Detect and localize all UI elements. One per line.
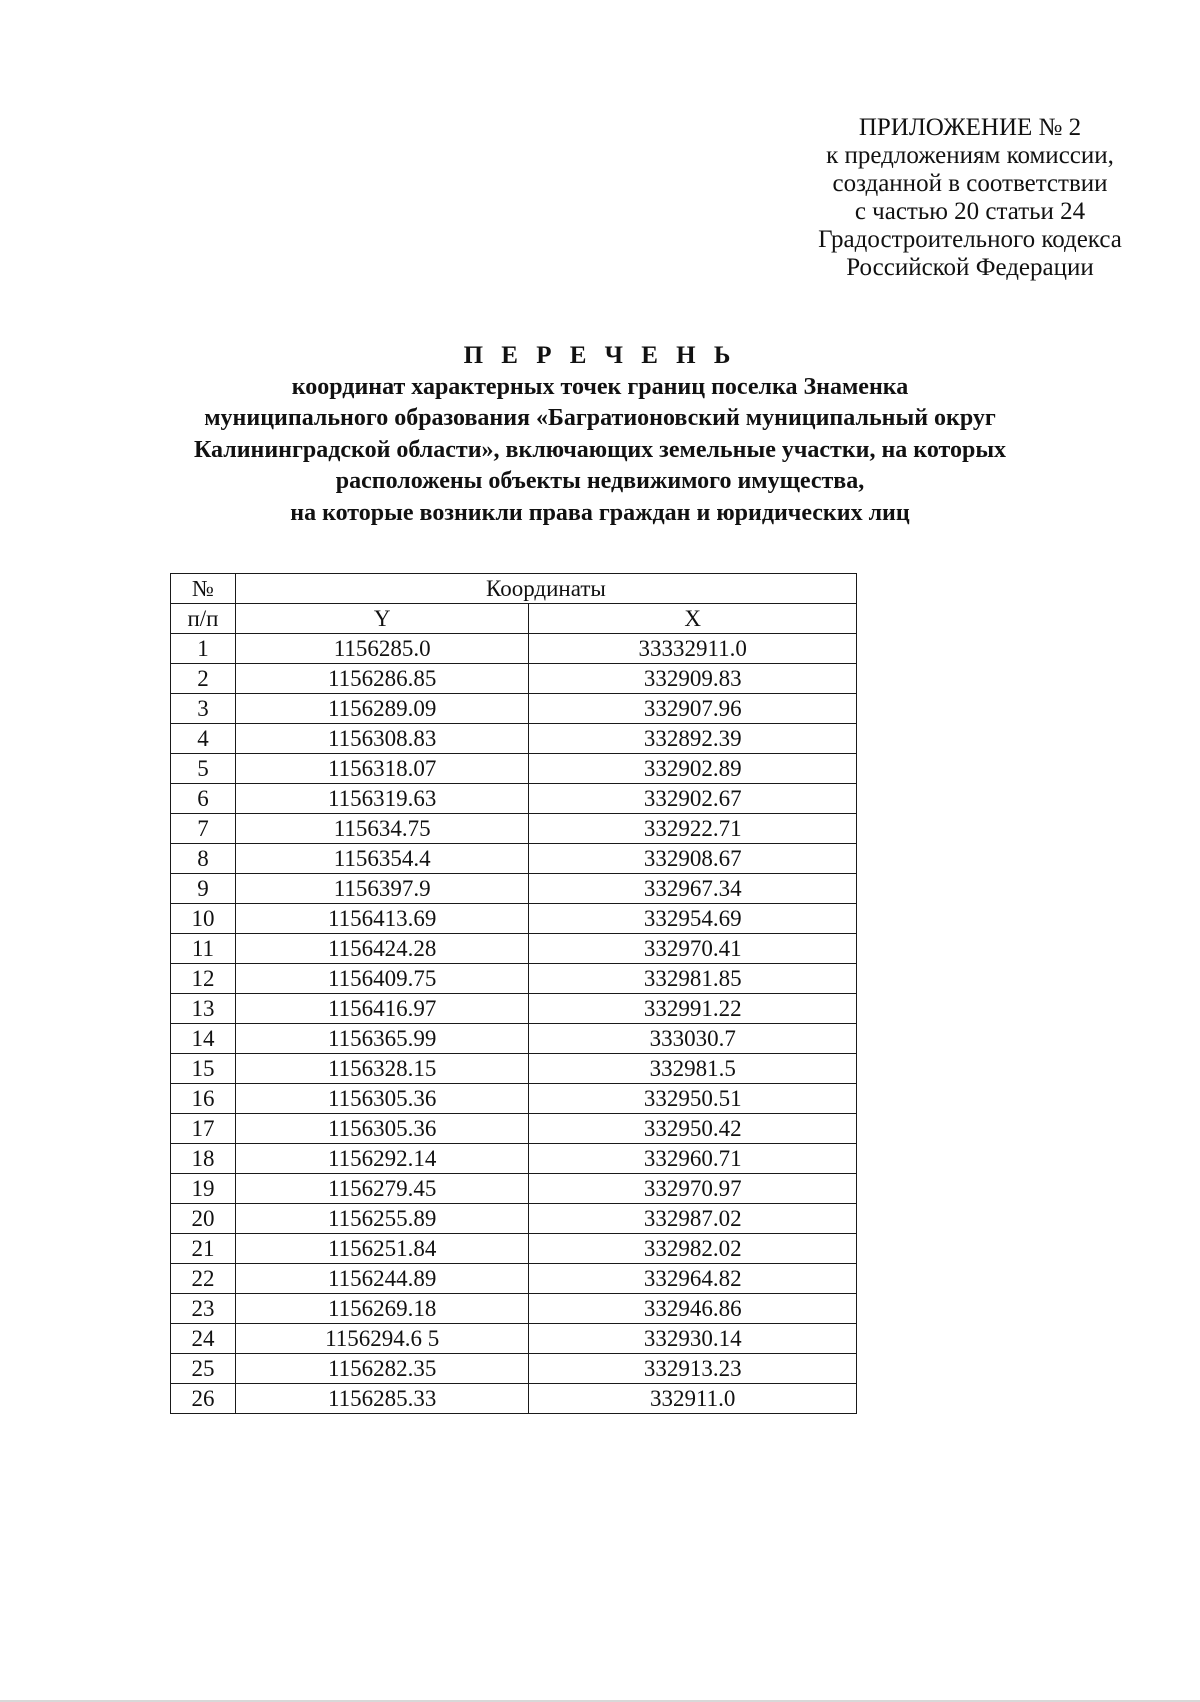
cell-number: 16 [171, 1084, 236, 1114]
cell-x: 332991.22 [529, 994, 857, 1024]
header-x: X [529, 604, 857, 634]
table-row [171, 1084, 857, 1114]
table-row [171, 904, 857, 934]
cell-number: 24 [171, 1324, 236, 1354]
table-row [171, 1234, 857, 1264]
cell-x: 332913.23 [529, 1354, 857, 1384]
cell-number: 15 [171, 1054, 236, 1084]
cell-x: 332922.71 [529, 814, 857, 844]
cell-y: 1156282.35 [235, 1354, 529, 1384]
cell-y: 1156318.07 [235, 754, 529, 784]
table-header-row [171, 574, 857, 604]
cell-number: 17 [171, 1114, 236, 1144]
appendix-line: Российской Федерации [846, 254, 1094, 281]
cell-y: 1156244.89 [235, 1264, 529, 1294]
table-row [171, 964, 857, 994]
heading-line: на которые возникли права граждан и юридических лиц [290, 499, 910, 526]
cell-number: 25 [171, 1354, 236, 1384]
cell-x: 333030.7 [529, 1024, 857, 1054]
cell-x: 332981.85 [529, 964, 857, 994]
cell-y: 1156308.83 [235, 724, 529, 754]
table-row [171, 754, 857, 784]
header-number-bottom: п/п [171, 604, 236, 634]
cell-number: 19 [171, 1174, 236, 1204]
cell-y: 1156409.75 [235, 964, 529, 994]
table-row [171, 1024, 857, 1054]
table-row [171, 844, 857, 874]
cell-y: 1156289.09 [235, 694, 529, 724]
cell-x: 332967.34 [529, 874, 857, 904]
cell-x: 332908.67 [529, 844, 857, 874]
cell-number: 22 [171, 1264, 236, 1294]
cell-x: 332902.67 [529, 784, 857, 814]
appendix-line: к предложениям комиссии, [826, 142, 1114, 169]
cell-x: 332964.82 [529, 1264, 857, 1294]
cell-y: 1156305.36 [235, 1114, 529, 1144]
cell-x: 33332911.0 [529, 634, 857, 664]
table-row [171, 724, 857, 754]
cell-x: 332892.39 [529, 724, 857, 754]
cell-y: 1156286.85 [235, 664, 529, 694]
cell-number: 10 [171, 904, 236, 934]
table-header-row [171, 604, 857, 634]
cell-number: 13 [171, 994, 236, 1024]
cell-number: 8 [171, 844, 236, 874]
cell-number: 4 [171, 724, 236, 754]
cell-number: 18 [171, 1144, 236, 1174]
heading-line: расположены объекты недвижимого имущества, [335, 468, 865, 494]
table-row [171, 1294, 857, 1324]
table-row [171, 634, 857, 664]
cell-number: 5 [171, 754, 236, 784]
table-row [171, 664, 857, 694]
cell-number: 23 [171, 1294, 236, 1324]
cell-number: 12 [171, 964, 236, 994]
appendix-line: Градостроительного кодекса [818, 226, 1122, 253]
table-body [171, 634, 857, 1414]
cell-x: 332930.14 [529, 1324, 857, 1354]
cell-x: 332982.02 [529, 1234, 857, 1264]
cell-y: 1156416.97 [235, 994, 529, 1024]
cell-number: 2 [171, 664, 236, 694]
cell-y: 1156285.33 [235, 1384, 529, 1414]
table-row [171, 1204, 857, 1234]
cell-x: 332907.96 [529, 694, 857, 724]
cell-number: 26 [171, 1384, 236, 1414]
table-row [171, 814, 857, 844]
cell-number: 9 [171, 874, 236, 904]
table-row [171, 1264, 857, 1294]
appendix-line: созданной в соответствии [832, 170, 1108, 197]
cell-y: 1156269.18 [235, 1294, 529, 1324]
cell-y: 1156294.6 5 [235, 1324, 529, 1354]
cell-y: 1156319.63 [235, 784, 529, 814]
cell-number: 11 [171, 934, 236, 964]
cell-y: 1156328.15 [235, 1054, 529, 1084]
cell-number: 14 [171, 1024, 236, 1054]
cell-y: 1156285.0 [235, 634, 529, 664]
cell-y: 1156305.36 [235, 1084, 529, 1114]
cell-x: 332950.42 [529, 1114, 857, 1144]
appendix-line: ПРИЛОЖЕНИЕ № 2 [858, 114, 1082, 141]
coordinates-table [170, 573, 857, 1414]
appendix-line: с частью 20 статьи 24 [854, 198, 1086, 225]
table-row [171, 1384, 857, 1414]
cell-x: 332987.02 [529, 1204, 857, 1234]
cell-number: 1 [171, 634, 236, 664]
cell-y: 1156424.28 [235, 934, 529, 964]
header-y: Y [235, 604, 529, 634]
cell-x: 332950.51 [529, 1084, 857, 1114]
table-row [171, 1054, 857, 1084]
cell-x: 332909.83 [529, 664, 857, 694]
cell-y: 115634.75 [235, 814, 529, 844]
table-row [171, 784, 857, 814]
appendix-block [760, 114, 1180, 282]
table-row [171, 1354, 857, 1384]
heading-line: координат характерных точек границ поселка Знаменка [291, 373, 909, 400]
document-title: П Е Р Е Ч Е Н Ь [463, 342, 737, 369]
cell-y: 1156397.9 [235, 874, 529, 904]
table-row [171, 1324, 857, 1354]
header-number-top: № [171, 574, 236, 604]
cell-number: 3 [171, 694, 236, 724]
table-row [171, 1174, 857, 1204]
cell-y: 1156413.69 [235, 904, 529, 934]
cell-number: 20 [171, 1204, 236, 1234]
cell-y: 1156365.99 [235, 1024, 529, 1054]
cell-y: 1156292.14 [235, 1144, 529, 1174]
table-row [171, 694, 857, 724]
cell-x: 332946.86 [529, 1294, 857, 1324]
cell-number: 7 [171, 814, 236, 844]
cell-x: 332970.41 [529, 934, 857, 964]
heading-line: Калининградской области», включающих земельные участки, на которых [193, 436, 1007, 463]
cell-x: 332960.71 [529, 1144, 857, 1174]
cell-number: 6 [171, 784, 236, 814]
cell-y: 1156279.45 [235, 1174, 529, 1204]
cell-y: 1156354.4 [235, 844, 529, 874]
cell-x: 332954.69 [529, 904, 857, 934]
document-heading [100, 340, 1100, 529]
cell-x: 332902.89 [529, 754, 857, 784]
cell-number: 21 [171, 1234, 236, 1264]
table-row [171, 934, 857, 964]
table-row [171, 1114, 857, 1144]
cell-x: 332911.0 [529, 1384, 857, 1414]
cell-x: 332981.5 [529, 1054, 857, 1084]
cell-y: 1156255.89 [235, 1204, 529, 1234]
heading-line: муниципального образования «Багратионовский муниципальный округ [204, 405, 996, 431]
cell-y: 1156251.84 [235, 1234, 529, 1264]
table-row [171, 1144, 857, 1174]
table-row [171, 874, 857, 904]
cell-x: 332970.97 [529, 1174, 857, 1204]
table-row [171, 994, 857, 1024]
header-coordinates: Координаты [235, 574, 856, 604]
